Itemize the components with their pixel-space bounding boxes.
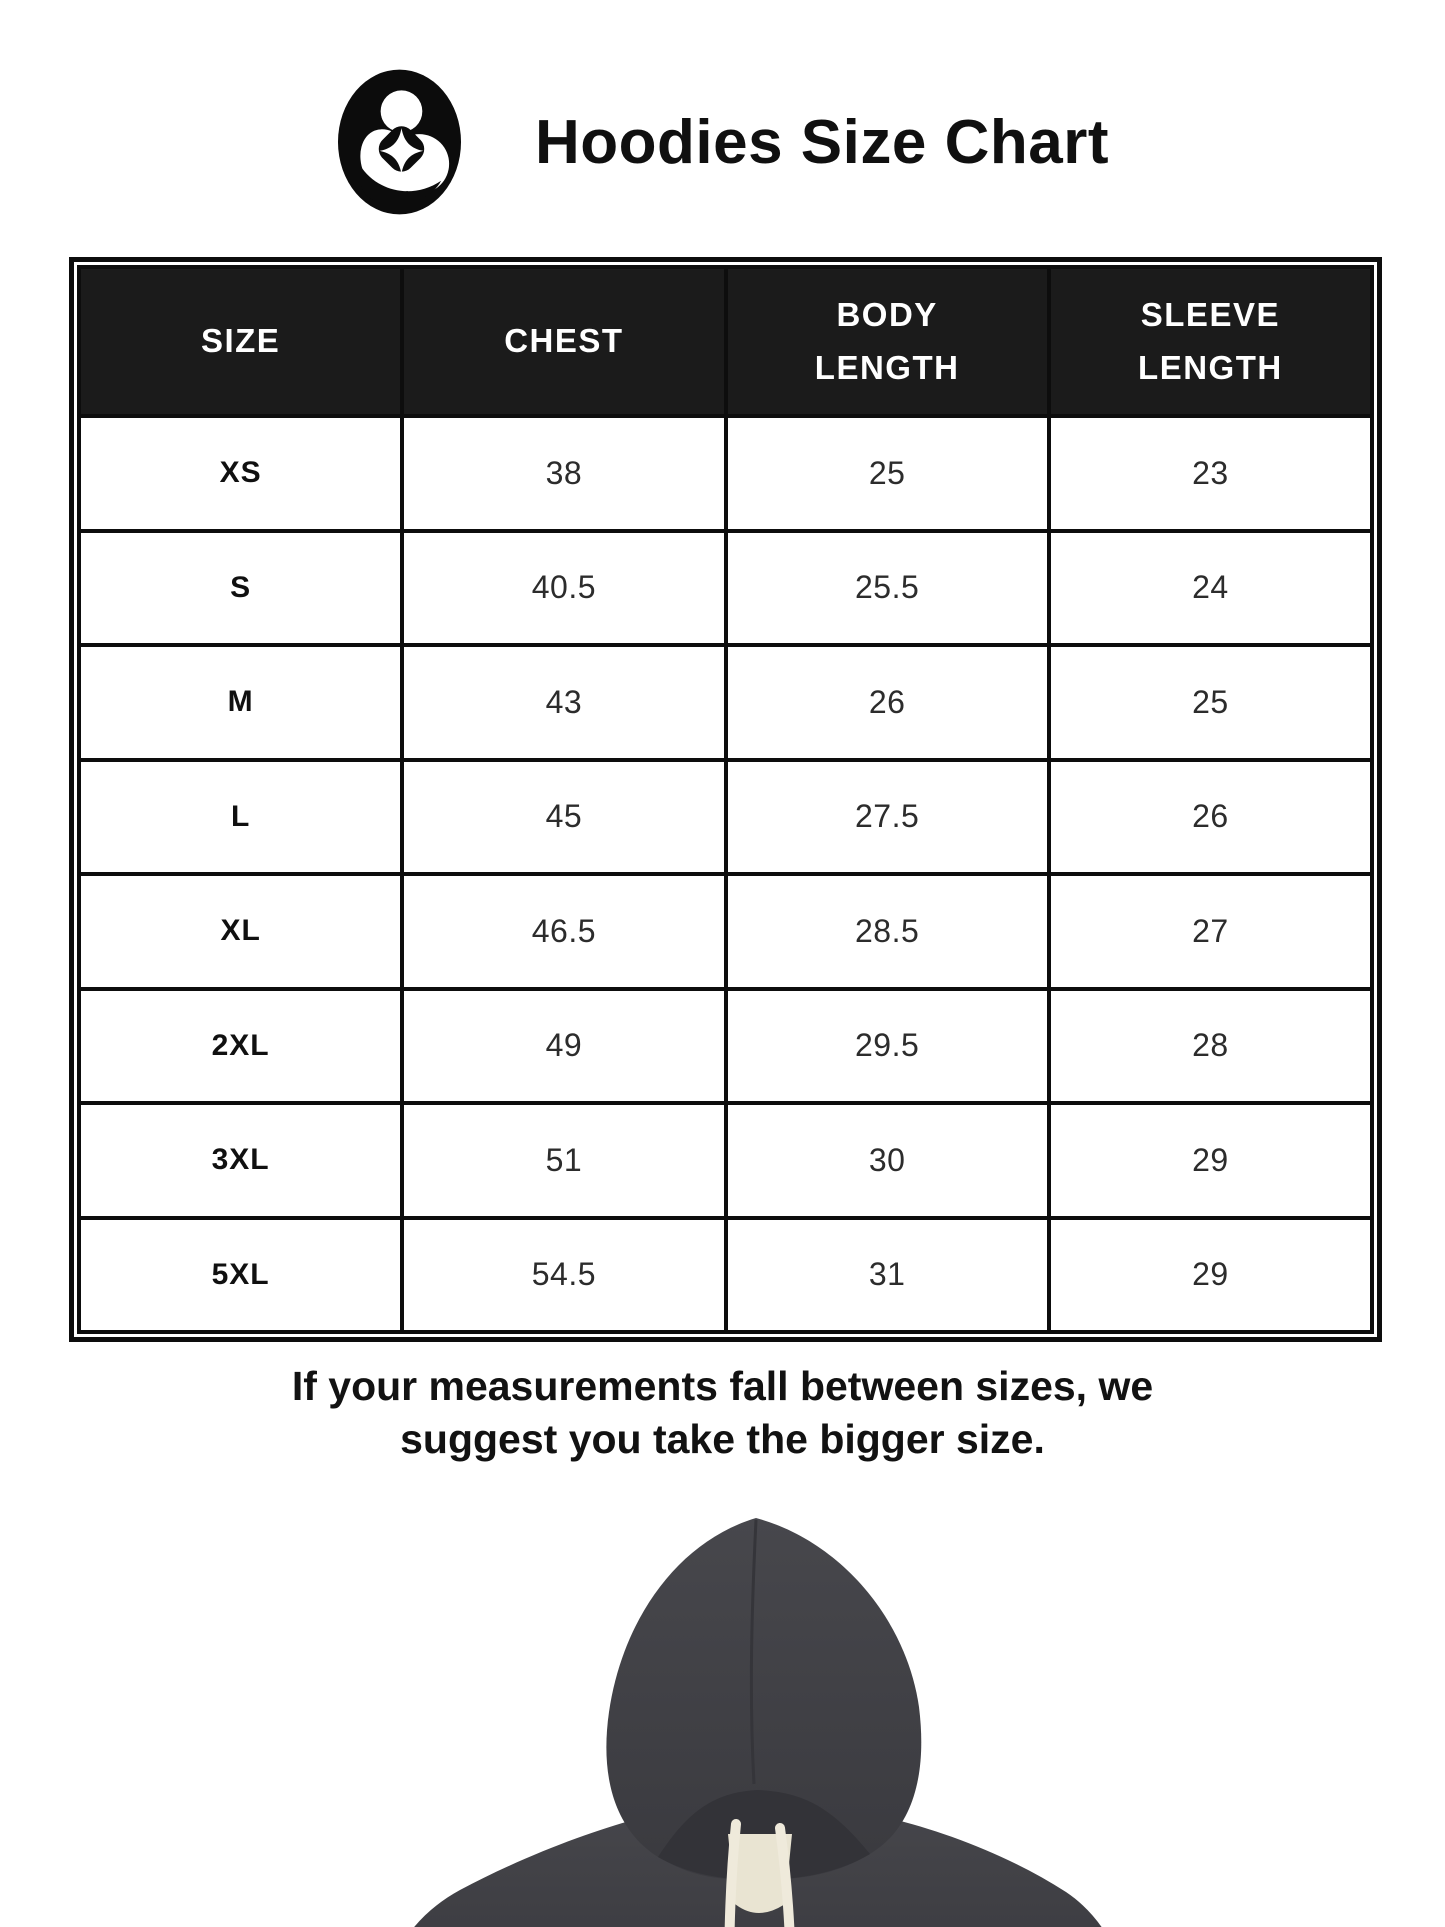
- sleeve-length-cell: 26: [1049, 760, 1372, 875]
- size-cell: 5XL: [79, 1218, 402, 1333]
- body-length-cell: 30: [726, 1103, 1049, 1218]
- brand-header: [0, 62, 1445, 222]
- size-cell: XS: [79, 416, 402, 531]
- table-head: [79, 267, 1372, 416]
- chest-cell: 43: [402, 645, 725, 760]
- table-row-xl: [79, 874, 1372, 989]
- body-length-cell: 27.5: [726, 760, 1049, 875]
- column-header-size: SIZE: [79, 267, 402, 416]
- note-line-1: If your measurements fall between sizes, we: [291, 1363, 1154, 1409]
- table-row-m: [79, 645, 1372, 760]
- sleeve-length-cell: 24: [1049, 531, 1372, 646]
- body-length-cell: 29.5: [726, 989, 1049, 1104]
- chest-cell: 46.5: [402, 874, 725, 989]
- chest-cell: 40.5: [402, 531, 725, 646]
- header-row: [79, 267, 1372, 416]
- page-title: Hoodies Size Chart: [535, 107, 1109, 177]
- size-cell: 3XL: [79, 1103, 402, 1218]
- table-body: [79, 416, 1372, 1332]
- size-cell: XL: [79, 874, 402, 989]
- size-cell: 2XL: [79, 989, 402, 1104]
- chest-cell: 54.5: [402, 1218, 725, 1333]
- chest-cell: 45: [402, 760, 725, 875]
- body-length-cell: 25.5: [726, 531, 1049, 646]
- hoodie-photo: [328, 1512, 1158, 1927]
- body-length-cell: 31: [726, 1218, 1049, 1333]
- column-header-chest: CHEST: [402, 267, 725, 416]
- body-length-cell: 28.5: [726, 874, 1049, 989]
- chest-cell: 51: [402, 1103, 725, 1218]
- size-cell: L: [79, 760, 402, 875]
- table-row-2xl: [79, 989, 1372, 1104]
- size-cell: M: [79, 645, 402, 760]
- chest-cell: 49: [402, 989, 725, 1104]
- sleeve-length-cell: 29: [1049, 1103, 1372, 1218]
- size-cell: S: [79, 531, 402, 646]
- drawstring-left: [729, 1824, 736, 1927]
- chest-cell: 38: [402, 416, 725, 531]
- sleeve-length-cell: 27: [1049, 874, 1372, 989]
- body-length-cell: 25: [726, 416, 1049, 531]
- note-text: [0, 1360, 1445, 1467]
- logo-head: [381, 90, 423, 132]
- table-row-l: [79, 760, 1372, 875]
- table-row-xs: [79, 416, 1372, 531]
- body-length-cell: 26: [726, 645, 1049, 760]
- column-header-sleeve-length: SLEEVE LENGTH: [1049, 267, 1372, 416]
- table-row-5xl: [79, 1218, 1372, 1333]
- column-header-body-length: BODY LENGTH: [726, 267, 1049, 416]
- brand-logo-icon: [336, 67, 463, 217]
- note-line-2: suggest you take the bigger size.: [400, 1416, 1045, 1463]
- table-row-s: [79, 531, 1372, 646]
- table-row-3xl: [79, 1103, 1372, 1218]
- sleeve-length-cell: 25: [1049, 645, 1372, 760]
- sleeve-length-cell: 23: [1049, 416, 1372, 531]
- sleeve-length-cell: 28: [1049, 989, 1372, 1104]
- sleeve-length-cell: 29: [1049, 1218, 1372, 1333]
- size-chart-table: [77, 265, 1374, 1334]
- size-chart-table-frame: [69, 257, 1382, 1342]
